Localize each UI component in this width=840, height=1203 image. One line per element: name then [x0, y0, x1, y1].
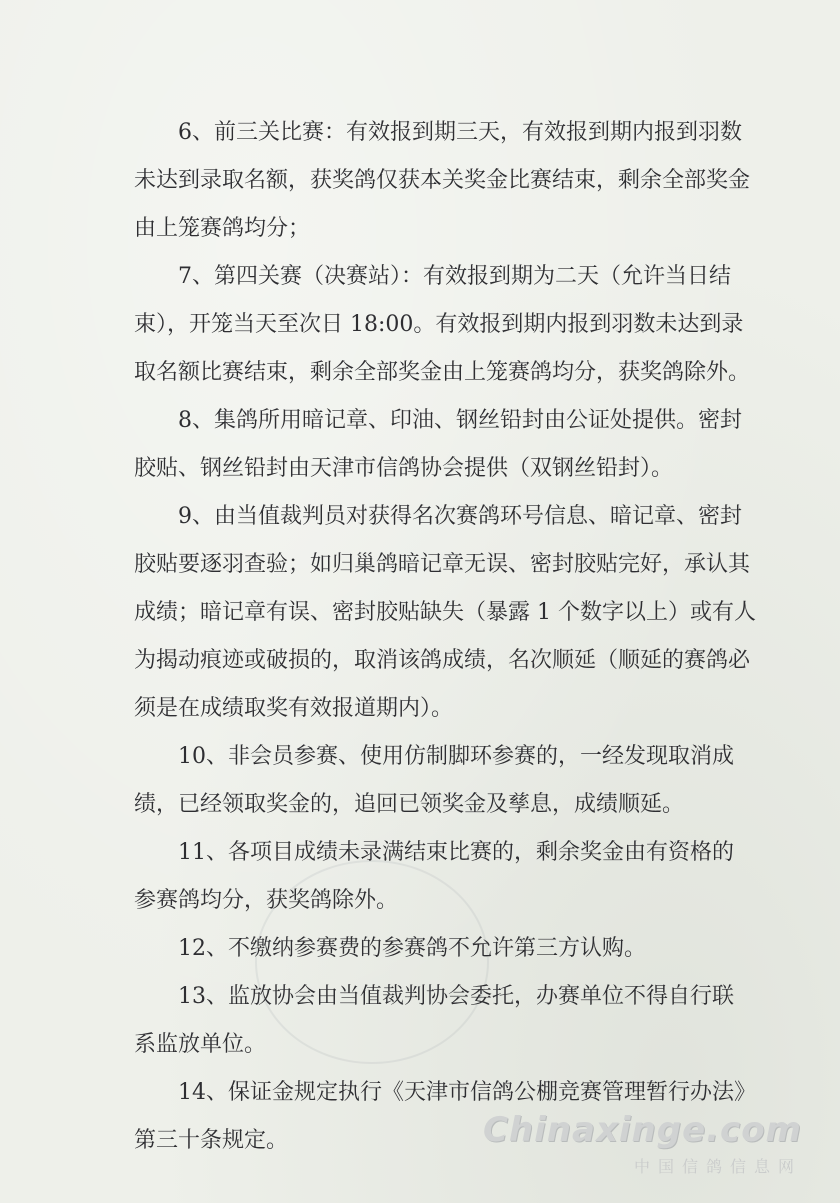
rule-8-line-1: 8、集鸽所用暗记章、印油、钢丝铅封由公证处提供。密封: [178, 408, 742, 433]
rule-9-line-1: 9、由当值裁判员对获得名次赛鸽环号信息、暗记章、密封: [178, 504, 742, 529]
rule-9-line-4: 为揭动痕迹或破损的，取消该鸽成绩，名次顺延（顺延的赛鸽必: [134, 648, 751, 673]
rule-11-line-1: 11、各项目成绩未录满结束比赛的，剩余奖金由有资格的: [178, 840, 734, 865]
rule-12-line-1: 12、不缴纳参赛费的参赛鸽不允许第三方认购。: [178, 936, 646, 961]
watermark-site-name: Chinaxinge.com: [482, 1110, 802, 1150]
rule-9-line-3: 成绩；暗记章有误、密封胶贴缺失（暴露 1 个数字以上）或有人: [134, 600, 756, 625]
rule-7-line-2: 束），开笼当天至次日 18:00。有效报到期内报到羽数未达到录: [134, 312, 744, 337]
rule-6-line-3: 由上笼赛鸽均分；: [134, 216, 311, 241]
rule-6-line-2: 未达到录取名额，获奖鸽仅获本关奖金比赛结束，剩余全部奖金: [134, 168, 751, 193]
rule-13-line-1: 13、监放协会由当值裁判协会委托，办赛单位不得自行联: [178, 984, 734, 1009]
rule-10-line-1: 10、非会员参赛、使用仿制脚环参赛的，一经发现取消成: [178, 744, 734, 769]
rule-9-line-2: 胶贴要逐羽查验；如归巢鸽暗记章无误、密封胶贴完好，承认其: [134, 552, 751, 577]
site-watermark: [483, 1110, 802, 1177]
rule-11-line-2: 参赛鸽均分，获奖鸽除外。: [134, 888, 399, 913]
rule-7-line-1: 7、第四关赛（决赛站）：有效报到期为二天（允许当日结: [178, 264, 731, 289]
rule-9-line-5: 须是在成绩取奖有效报道期内）。: [134, 696, 454, 721]
watermark-site-name-cn: 中国信鸽信息网: [633, 1157, 802, 1176]
rule-6-line-1: 6、前三关比赛：有效报到期三天，有效报到期内报到羽数: [178, 120, 742, 145]
rule-14-line-2: 第三十条规定。: [134, 1128, 289, 1153]
rule-14-line-1: 14、保证金规定执行《天津市信鸽公棚竞赛管理暂行办法》: [178, 1080, 756, 1105]
rule-10-line-2: 绩，已经领取奖金的，追回已领奖金及孳息，成绩顺延。: [134, 792, 685, 817]
rule-7-line-3: 取名额比赛结束，剩余全部奖金由上笼赛鸽均分，获奖鸽除外。: [134, 360, 751, 385]
rule-13-line-2: 系监放单位。: [134, 1032, 267, 1057]
rule-8-line-2: 胶贴、钢丝铅封由天津市信鸽协会提供（双钢丝铅封）。: [134, 456, 674, 481]
